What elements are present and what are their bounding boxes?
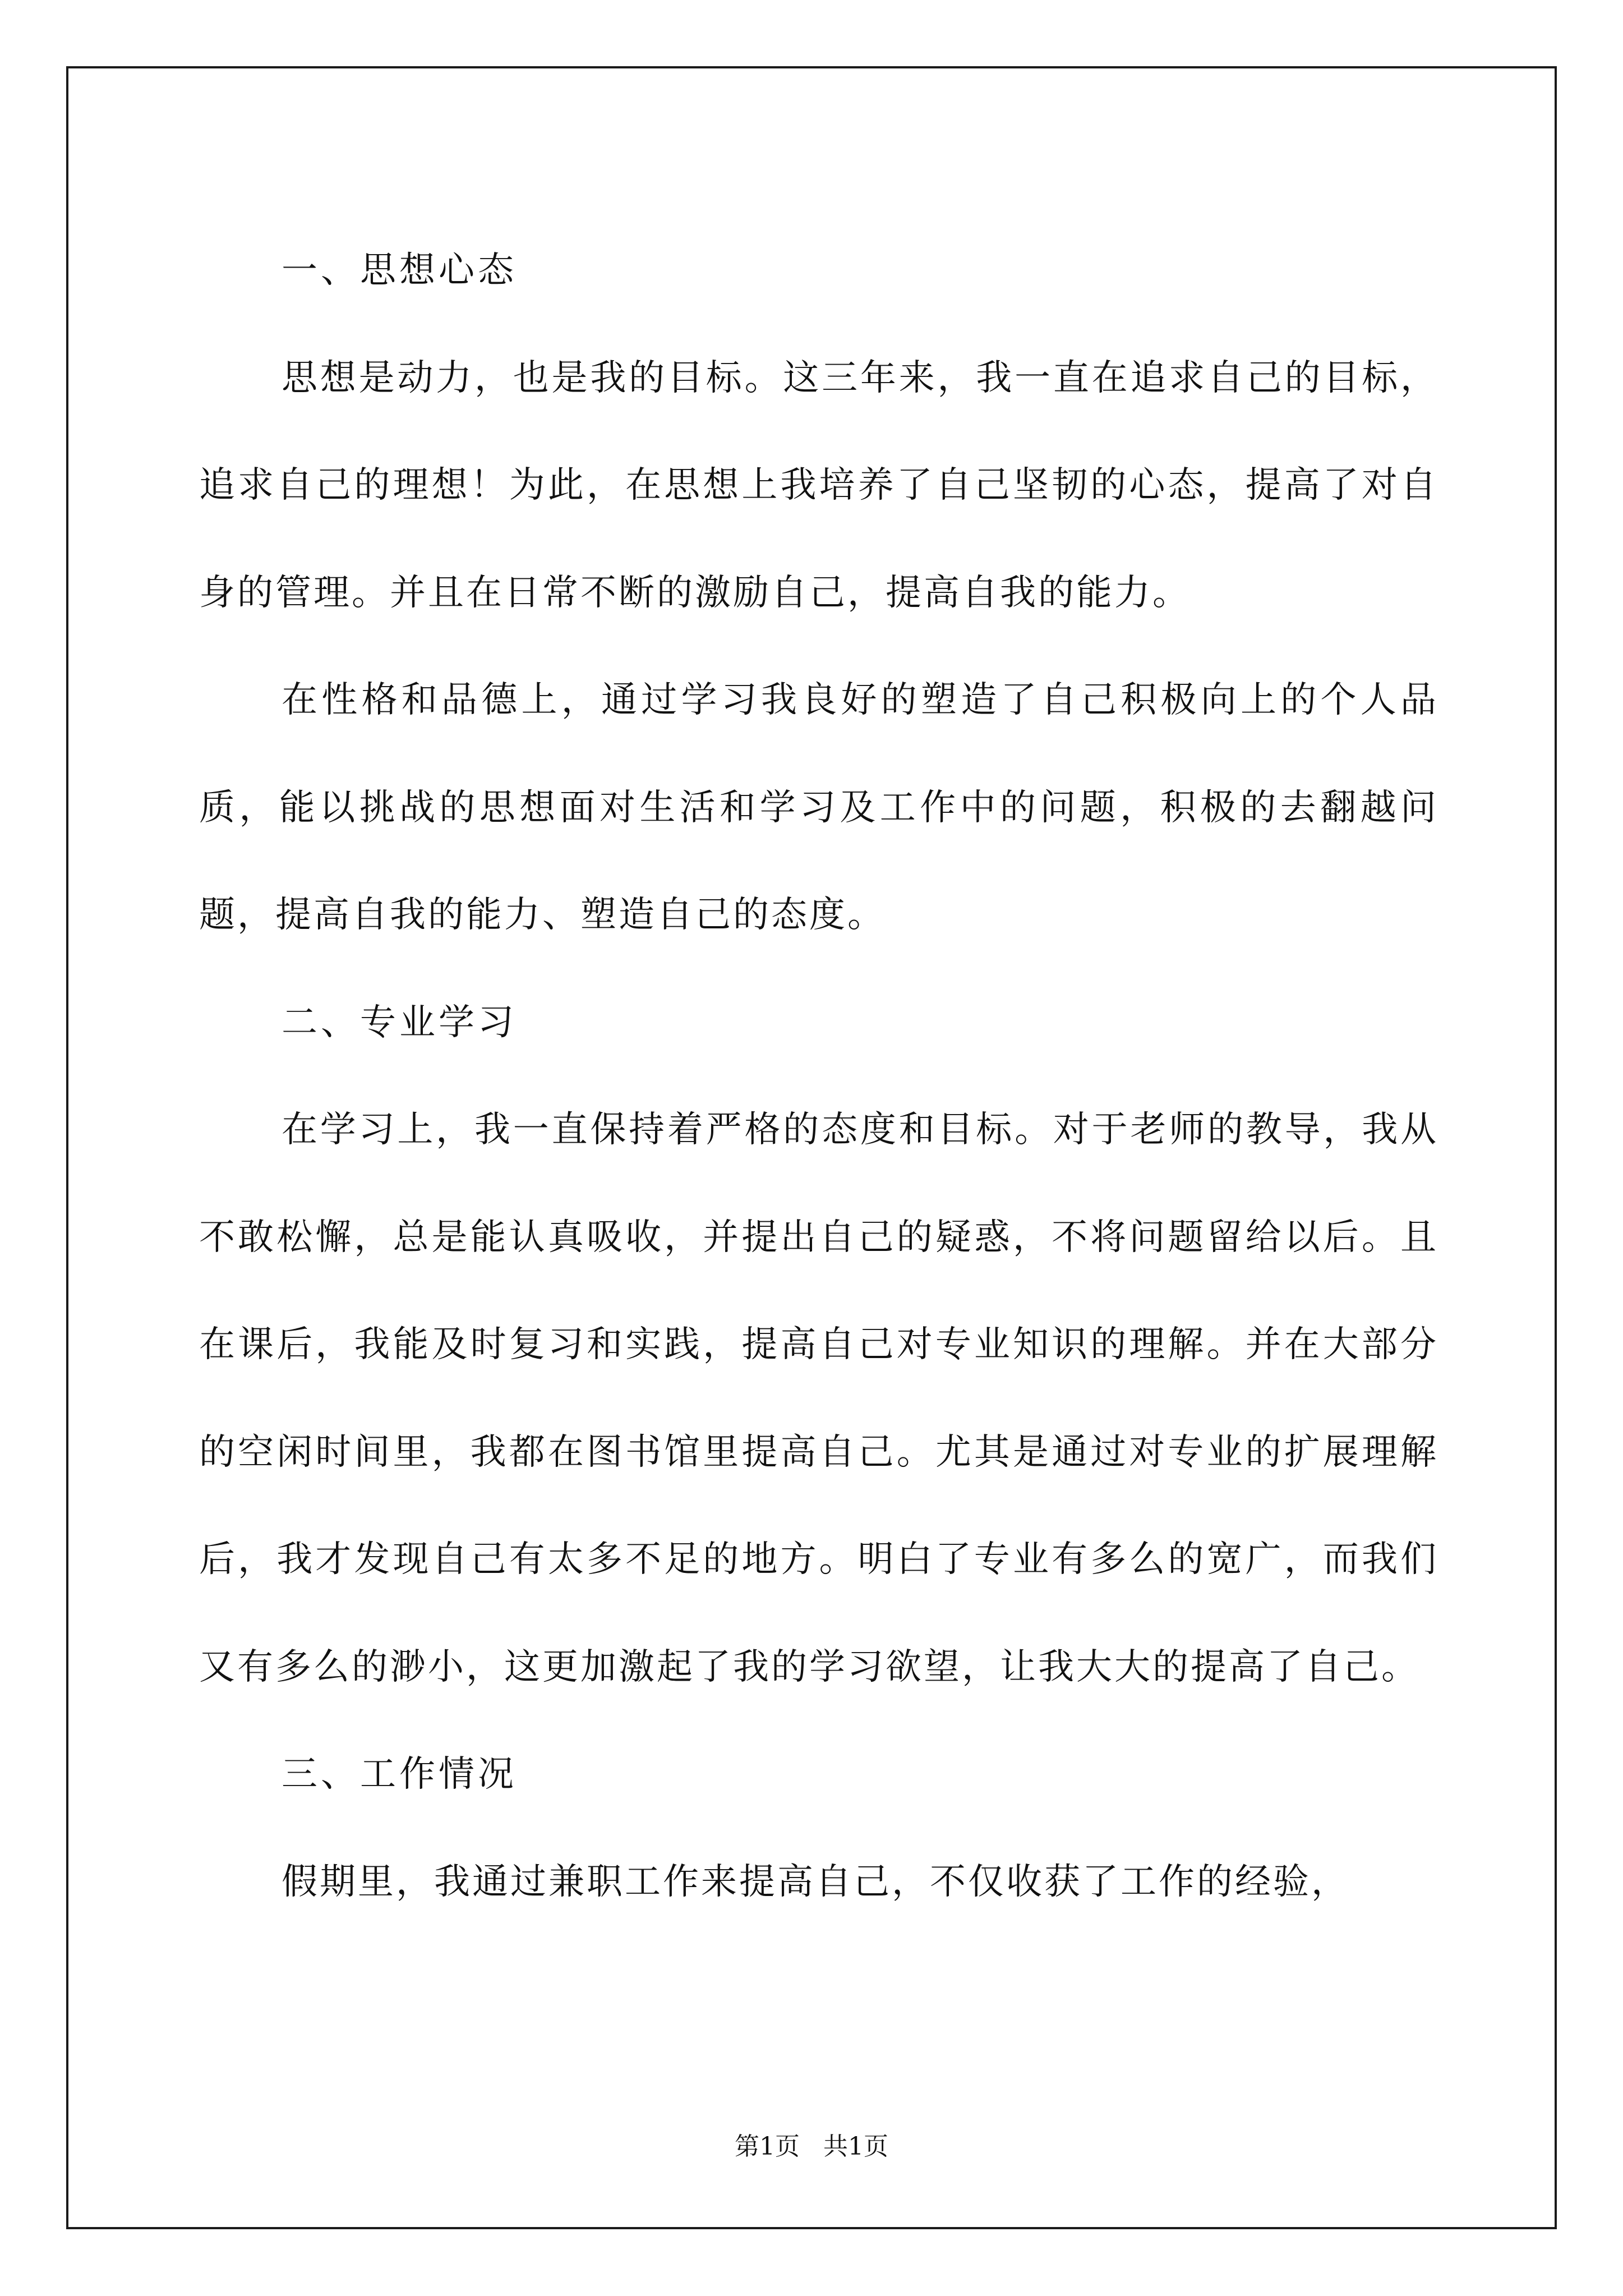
section-heading-3: 三、工作情况 xyxy=(282,1754,517,1795)
section-heading-2: 二、专业学习 xyxy=(282,1001,517,1043)
page-footer xyxy=(0,2126,1623,2162)
paragraph-2: 在性格和品德上，通过学习我良好的塑造了自己积极向上的个人品质，能以挑战的思想面对生活和学习及工作中的问题，积极的去翻越问题，提高自我的能力、塑造自己的态度。 xyxy=(199,679,1438,936)
paragraph-1: 思想是动力，也是我的目标。这三年来，我一直在追求自己的目标，追求自己的理想！为此，在思想上我培养了自己坚韧的心态，提高了对自身的管理。并且在日常不断的激励自己，提高自我的能力。 xyxy=(199,357,1438,614)
document-body xyxy=(199,217,1438,1936)
paragraph-3: 在学习上，我一直保持着严格的态度和目标。对于老师的教导，我从不敢松懈，总是能认真吸收，并提出自己的疑惑，不将问题留给以后。且在课后，我能及时复习和实践，提高自己对专业知识的理解。并在大部分的空闲时间里，我都在图书馆里提高自己。尤其是通过对专业的扩展理解后，我才发现自己有太多不足的地方。明白了专业有多么的宽广，而我们又有多么的渺小，这更加激起了我的学习欲望，让我大大的提高了自己。 xyxy=(199,1109,1438,1688)
page-number: 第1页 xyxy=(735,2132,800,2161)
section-heading-1: 一、思想心态 xyxy=(282,250,517,291)
page-total: 共1页 xyxy=(823,2132,888,2161)
paragraph-4: 假期里，我通过兼职工作来提高自己，不仅收获了工作的经验， xyxy=(282,1861,1349,1903)
